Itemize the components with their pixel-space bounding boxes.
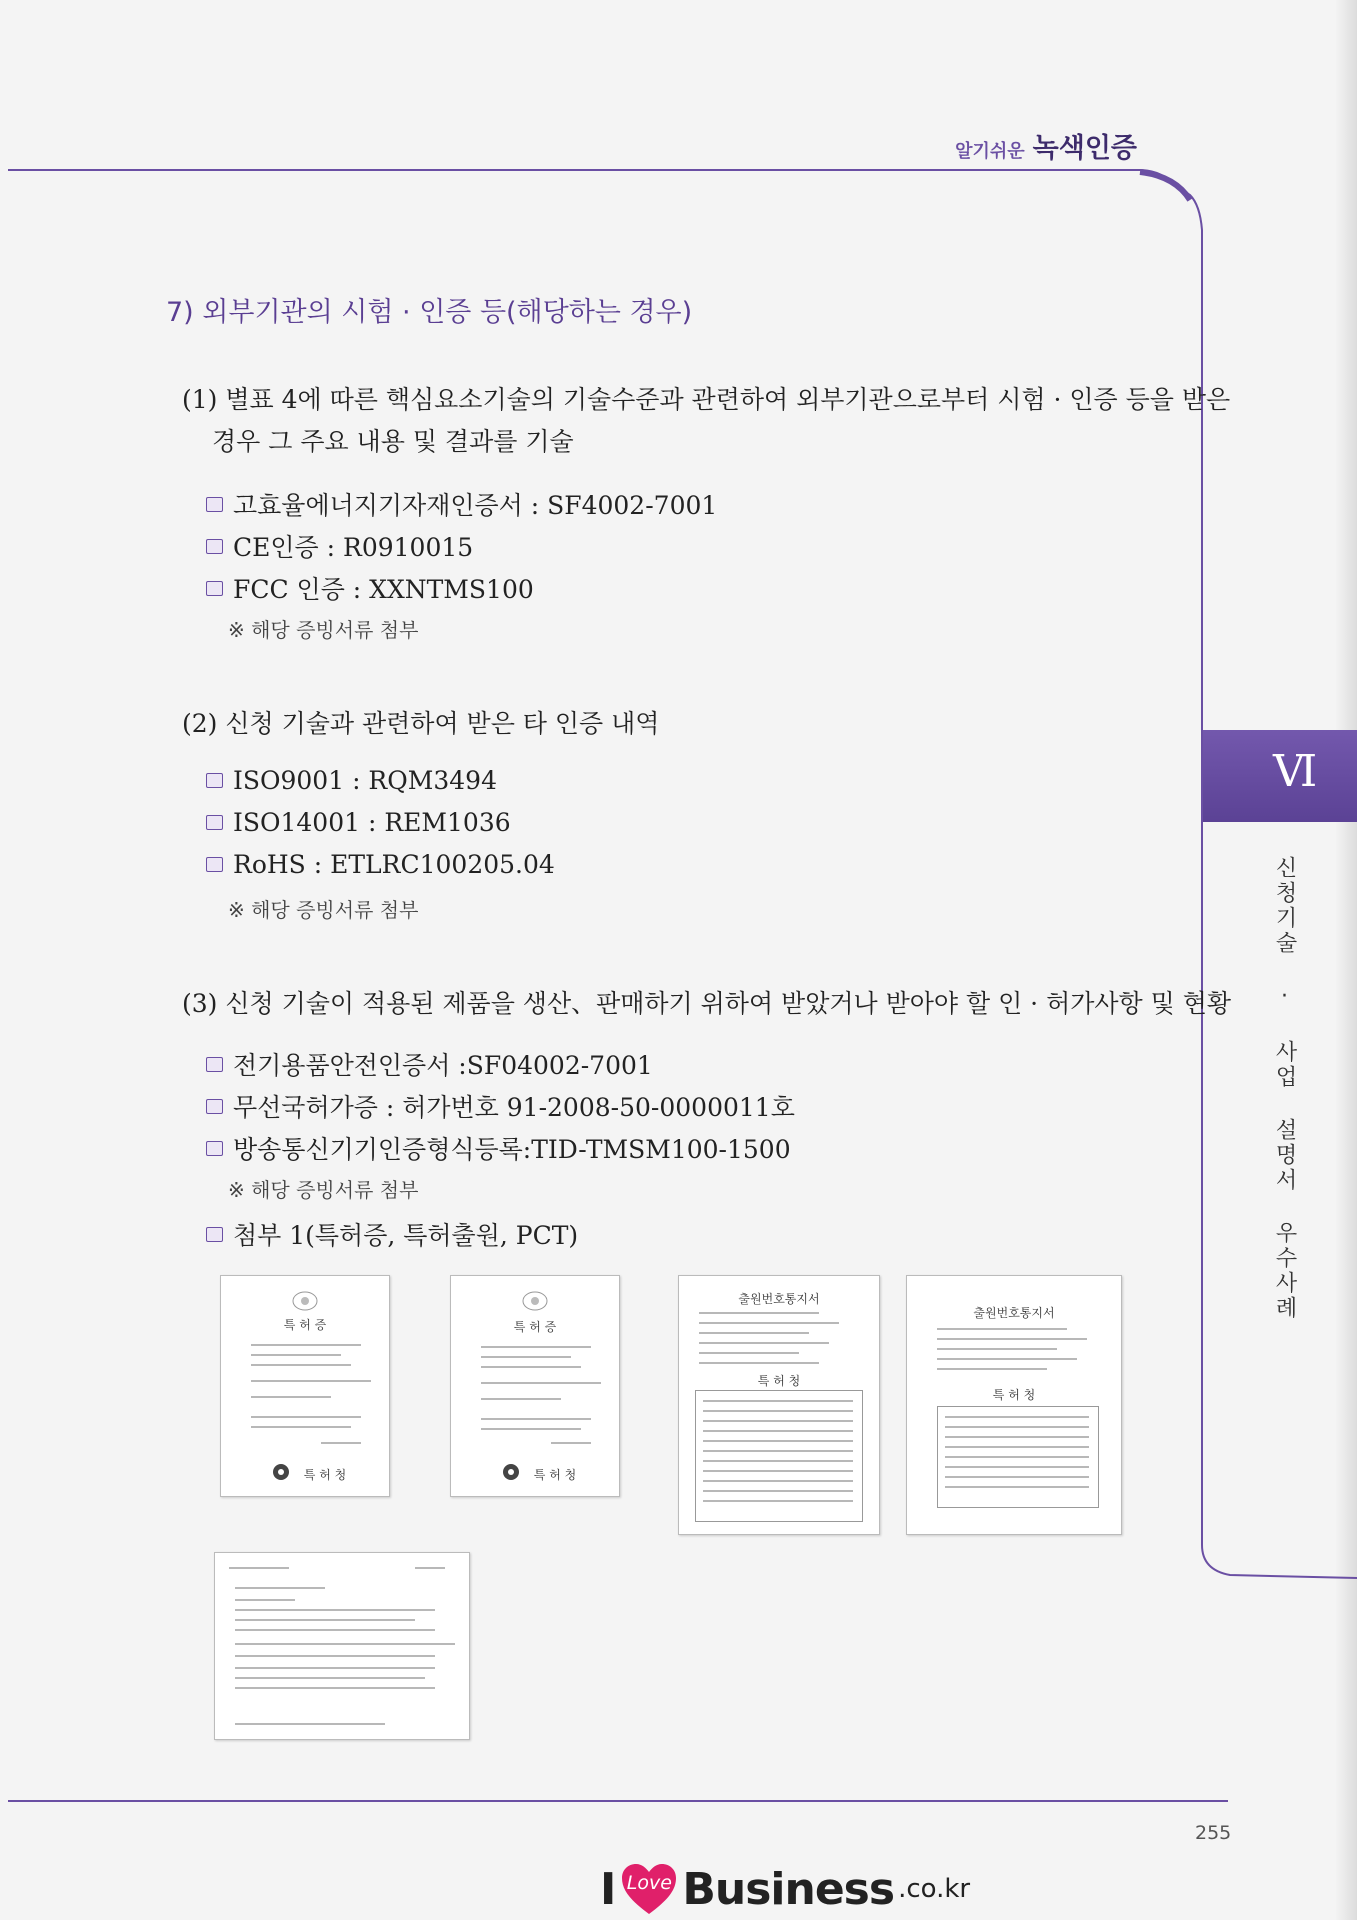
sub2-item: ISO14001 : REM1036 [206, 808, 511, 837]
cert-title: 특 허 증 [283, 1318, 327, 1332]
page-edge-shade [1335, 0, 1357, 1920]
sub2-item: ISO9001 : RQM3494 [206, 766, 497, 795]
sub3-item: 방송통신기기인증형식등록:TID-TMSM100-1500 [206, 1130, 791, 1166]
logo-i: I [600, 1863, 617, 1915]
sub1-heading-line2: 경우 그 주요 내용 및 결과를 기술 [212, 427, 574, 456]
checkbox-square-icon [206, 773, 223, 788]
checkbox-square-icon [206, 497, 223, 512]
footer-logo [600, 1862, 970, 1916]
sub3-note: ※ 해당 증빙서류 첨부 [228, 1178, 419, 1202]
brand-small: 알기쉬운 [955, 141, 1025, 162]
notice-title: 출원번호통지서 [973, 1306, 1055, 1320]
sub1-item: FCC 인증 : XXNTMS100 [206, 570, 534, 606]
application-notice-thumbnail-2 [906, 1275, 1122, 1535]
checkbox-square-icon [206, 539, 223, 554]
chapter-numeral: Ⅵ [1273, 746, 1318, 797]
sub1-note: ※ 해당 증빙서류 첨부 [228, 618, 419, 642]
sub1-heading-line1: (1) 별표 4에 따른 핵심요소기술의 기술수준과 관련하여 외부기관으로부터 시험 · 인증 등을 받은 [182, 385, 1231, 414]
brand-large: 녹색인증 [1032, 133, 1137, 164]
section-title: 7) 외부기관의 시험 · 인증 등(해당하는 경우) [166, 297, 693, 328]
footer-divider [8, 1800, 1228, 1802]
pct-document-thumbnail [214, 1552, 470, 1740]
sub2-item: RoHS : ETLRC100205.04 [206, 850, 555, 879]
sub3-heading: (3) 신청 기술이 적용된 제품을 생산、판매하기 위하여 받았거나 받아야 할 인 · 허가사항 및 현황 [182, 989, 1232, 1018]
office-label: 특 허 청 [533, 1468, 577, 1482]
checkbox-square-icon [206, 815, 223, 830]
sub1-item: CE인증 : R0910015 [206, 528, 473, 564]
application-notice-thumbnail-1 [678, 1275, 880, 1535]
sub2-note: ※ 해당 증빙서류 첨부 [228, 898, 419, 922]
sub1-item: 고효율에너지기자재인증서 : SF4002-7001 [206, 486, 717, 522]
attachment-item: 첨부 1(특허증, 특허출원, PCT) [206, 1216, 578, 1252]
office-label: 특 허 청 [992, 1388, 1036, 1402]
page-number: 255 [1195, 1822, 1232, 1844]
office-label: 특 허 청 [303, 1468, 347, 1482]
patent-certificate-thumbnail-2 [450, 1275, 620, 1497]
notice-title: 출원번호통지서 [738, 1292, 820, 1306]
cert-title: 특 허 증 [513, 1320, 557, 1334]
checkbox-square-icon [206, 857, 223, 872]
checkbox-square-icon [206, 1141, 223, 1156]
patent-certificate-thumbnail-1 [220, 1275, 390, 1497]
logo-business: Business [682, 1863, 895, 1915]
heart-logo-icon [620, 1862, 678, 1916]
checkbox-square-icon [206, 1227, 223, 1242]
header-brand [955, 126, 1137, 165]
emblem-icon [291, 1290, 319, 1312]
chapter-tab [1203, 730, 1357, 822]
checkbox-square-icon [206, 1057, 223, 1072]
checkbox-square-icon [206, 1099, 223, 1114]
sub3-item: 무선국허가증 : 허가번호 91-2008-50-0000011호 [206, 1088, 795, 1124]
logo-love: Love [626, 1872, 672, 1894]
checkbox-square-icon [206, 581, 223, 596]
chapter-vertical-title: 신청기술 · 사업 설명서 우수사례 [1272, 856, 1297, 1321]
office-label: 특 허 청 [757, 1374, 801, 1388]
logo-domain: .co.kr [898, 1874, 971, 1904]
emblem-icon [521, 1290, 549, 1312]
sub2-heading: (2) 신청 기술과 관련하여 받은 타 인증 내역 [182, 709, 660, 738]
sub3-item: 전기용품안전인증서 :SF04002-7001 [206, 1046, 653, 1082]
